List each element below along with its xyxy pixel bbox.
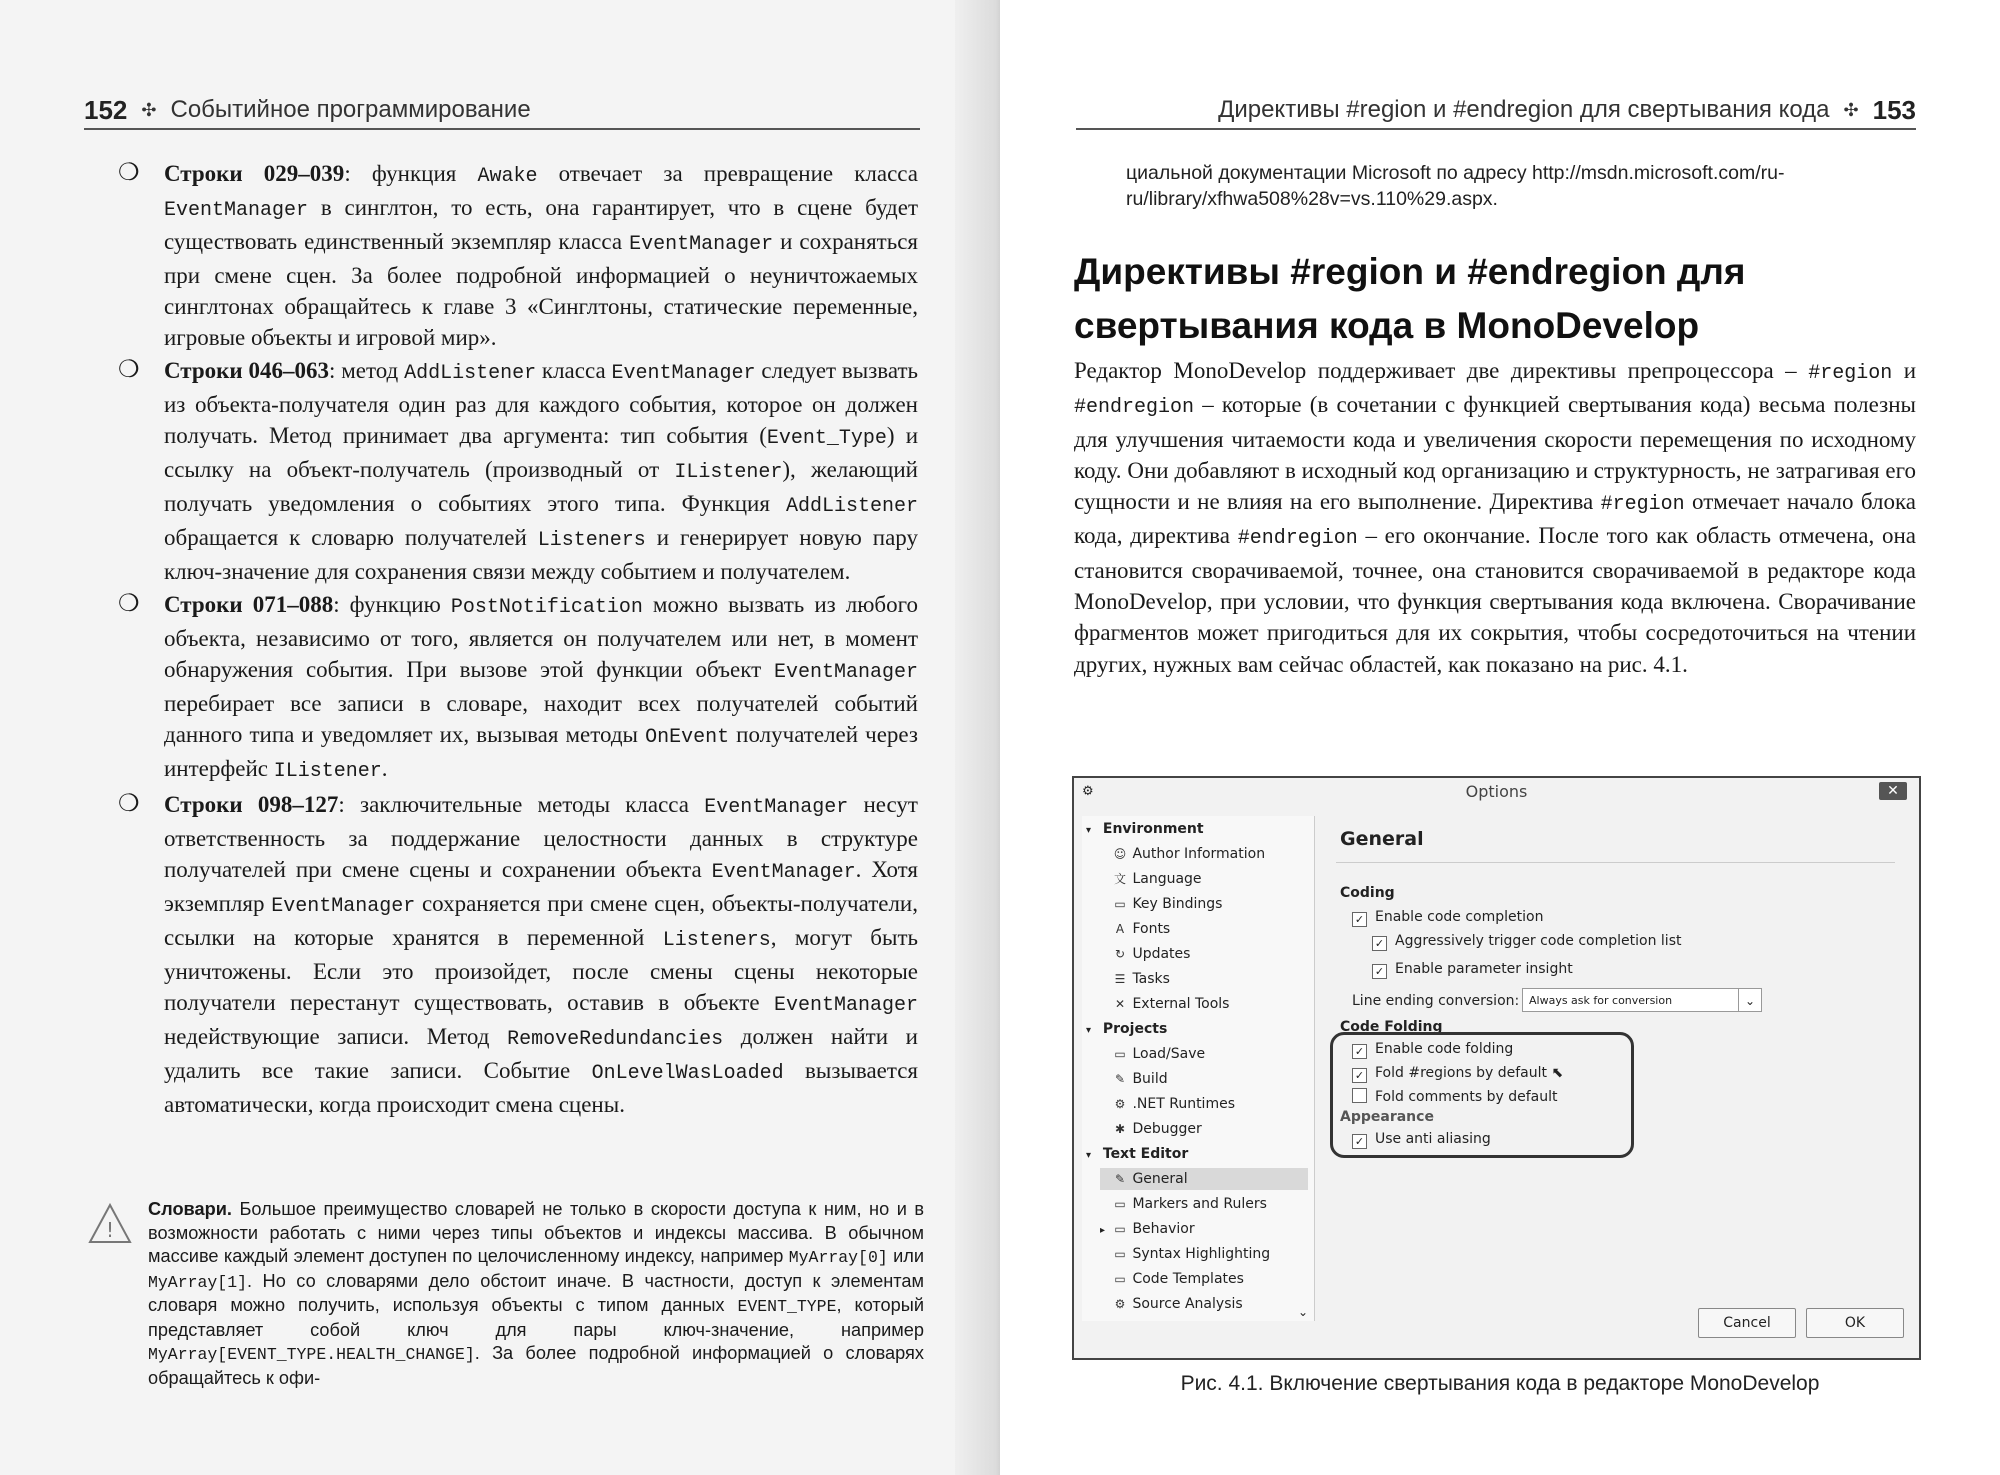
code-identifier: Event_Type xyxy=(766,427,887,450)
tree-item-icon: ▭ xyxy=(1114,1272,1126,1286)
tree-item-icon: ▭ xyxy=(1114,1222,1126,1236)
bullet-list xyxy=(118,158,918,1122)
bullet-icon: ❍ xyxy=(118,357,140,383)
tree-item-load-save[interactable]: ▭ Load/Save xyxy=(1100,1043,1205,1065)
tree-item-fonts[interactable]: A Fonts xyxy=(1100,918,1170,940)
tree-item-icon: ▭ xyxy=(1114,1047,1126,1061)
chapter-title: Событийное программирование xyxy=(170,96,531,123)
code-identifier: EventManager xyxy=(271,895,416,918)
note-label: Словари. xyxy=(148,1199,232,1219)
anti-aliasing-checkbox[interactable]: ✓ Use anti aliasing xyxy=(1352,1128,1491,1150)
left-running-header xyxy=(84,92,920,130)
tree-item-icon: ☰ xyxy=(1114,972,1126,986)
close-icon[interactable]: ✕ xyxy=(1879,782,1907,800)
separator-ornament-icon: ✣ xyxy=(141,99,157,120)
code-identifier: #endregion xyxy=(1074,396,1195,420)
list-item: ❍ Строки 046–063: метод AddListener класса EventManager следует вызвать из объекта-получателя один раз для каждого события, которое он должен получать. Метод принимает два аргумента: тип события (Event_Type) и ссылку на объект-получатель (производный от IListener), желающий получать уведомления о событиях этого типа. Функция AddListener обращается к словарю получателей Listeners и генерирует новую пару ключ-значение для сохранения связи между событием и получателем. xyxy=(118,357,919,584)
line-ending-row xyxy=(1352,990,1772,1012)
tree-item-debugger[interactable]: ✱ Debugger xyxy=(1100,1118,1202,1140)
options-dialog xyxy=(1072,776,1921,1360)
code-identifier: EventManager xyxy=(773,994,918,1017)
enable-code-completion-checkbox[interactable]: ✓ Enable code completion xyxy=(1352,906,1543,928)
scroll-down-icon[interactable]: ⌄ xyxy=(1297,1305,1308,1319)
mouse-cursor-icon: ⬉ xyxy=(1551,1065,1564,1081)
tree-item-code-templates[interactable]: ▭ Code Templates xyxy=(1100,1268,1244,1290)
tree-item-tasks[interactable]: ☰ Tasks xyxy=(1100,968,1170,990)
chevron-down-icon: ⌄ xyxy=(1738,989,1761,1011)
tree-item-icon: ✎ xyxy=(1114,1072,1126,1086)
code-identifier: Awake xyxy=(477,165,538,188)
item-label: Строки 071–088 xyxy=(164,592,334,617)
code-identifier: #region xyxy=(1808,362,1893,385)
tree-item-text-editor[interactable]: ▾ Text Editor xyxy=(1086,1143,1188,1165)
code-identifier: OnEvent xyxy=(645,726,730,749)
code-identifier: AddListener xyxy=(785,495,918,518)
body-paragraph: Редактор MonoDevelop поддерживает две директивы препроцессора – #region и #endregion – которые (в сочетании с функцией свертывания кода) весьма полезны для улучшения читаемости кода и увеличения скорости перемещения по исходному коду. Они добавляют в исходный код организацию и структурность, не затрагивая его сущности и не влияя на его выполнение. Директива #region отмечает начало блока кода, директива #endregion – его окончание. После того как область отмечена, она становится сворачиваемой, точнее, она становится сворачиваемой в редакторе кода MonoDevelop, при условии, что функция свертывания кода включена. Сворачивание фрагментов может пригодиться для их сокрытия, чтобы сосредоточиться на чтении других, нужных вам сейчас областей, как показано на рис. 4.1. xyxy=(1074,358,1917,677)
svg-text:!: ! xyxy=(105,1218,115,1242)
bullet-icon: ❍ xyxy=(118,160,140,186)
tree-item-icon: ✎ xyxy=(1114,1172,1126,1186)
aggressive-completion-checkbox[interactable]: ✓ Aggressively trigger code completion list xyxy=(1372,930,1681,952)
fold-comments-checkbox[interactable]: Fold comments by default xyxy=(1352,1086,1558,1108)
tree-item-author-information[interactable]: ☺ Author Information xyxy=(1100,843,1265,865)
divider xyxy=(1336,862,1895,863)
code-identifier: MyArray[1] xyxy=(148,1272,248,1292)
expand-arrow-icon[interactable]: ▾ xyxy=(1086,825,1092,836)
tree-item-syntax-highlighting[interactable]: ▭ Syntax Highlighting xyxy=(1100,1243,1270,1265)
panel-title: General xyxy=(1340,828,1424,850)
app-icon: ⚙ xyxy=(1082,784,1094,799)
line-ending-label: Line ending conversion: xyxy=(1352,993,1520,1009)
coding-section: Coding xyxy=(1340,885,1395,901)
list-item: ❍ Строки 098–127: заключительные методы класса EventManager несут ответственность за поддержание целостности данных в структуре получателей при смене сцены и сохранении объекта EventManager. Хотя экземпляр EventManager сохраняется при смене сцен, объекты-получатели, ссылки на которые хранятся в переменной Listeners, могут быть уничтожены. Если это произойдет, после смены сцены некоторые получатели перестанут существовать, оставив в объекте EventManager недействующие записи. Метод RemoveRedundancies должен найти и удалить все такие записи. Событие OnLevelWasLoaded вызывается автоматически, когда происходит смена сцены. xyxy=(118,791,919,1117)
tree-item-key-bindings[interactable]: ▭ Key Bindings xyxy=(1100,893,1222,915)
item-label: Строки 029–039 xyxy=(164,161,345,186)
tree-item-behavior[interactable]: ▸ ▭ Behavior xyxy=(1100,1218,1195,1240)
code-identifier: EVENT_TYPE xyxy=(737,1297,837,1316)
expand-arrow-icon[interactable]: ▾ xyxy=(1086,1025,1092,1036)
code-identifier: EventManager xyxy=(611,362,756,385)
tree-item-build[interactable]: ✎ Build xyxy=(1100,1068,1168,1090)
tree-item-icon: ▭ xyxy=(1114,897,1126,911)
warning-triangle-icon xyxy=(88,1202,132,1246)
code-identifier: PostNotification xyxy=(450,596,643,619)
tree-item-markers-and-rulers[interactable]: ▭ Markers and Rulers xyxy=(1100,1193,1267,1215)
dialog-title: Options xyxy=(1465,782,1528,801)
appearance-section: Appearance xyxy=(1340,1109,1434,1125)
page-number: 153 xyxy=(1872,94,1916,125)
list-item: ❍ Строки 071–088: функцию PostNotification можно вызвать из любого объекта, независимо от того, является он получателем или нет, в момент обнаружения события. При вызове этой функции объект EventManager перебирает все записи в словаре, находит всех получателей событий данного типа и уведомляет их, вызывая методы OnEvent получателей через интерфейс IListener. xyxy=(118,591,918,783)
list-item: ❍ Строки 029–039: функция Awake отвечает за превращение класса EventManager в синглтон, то есть, она гарантирует, что в сцене будет существовать единственный экземпляр класса EventManager и сохраняться при смене сцен. За более подробной информацией о неуничтожаемых синглтонах обращайтесь к главе 3 «Синглтоны, статические переменные, игровые объекты и игровой мир». xyxy=(118,160,918,350)
code-identifier: MyArray[0] xyxy=(788,1248,888,1267)
tree-item-icon: 文 xyxy=(1113,872,1126,886)
bullet-icon: ❍ xyxy=(118,791,140,817)
tree-item-icon: ▭ xyxy=(1114,1247,1126,1261)
tree-item-language[interactable]: 文 Language xyxy=(1100,868,1202,890)
section-title: Директивы #region и #endregion для свертывания кода xyxy=(1218,96,1830,123)
tree-item-environment[interactable]: ▾ Environment xyxy=(1086,818,1204,840)
ok-button[interactable]: OK xyxy=(1806,1308,1904,1338)
item-label: Строки 098–127 xyxy=(164,792,339,817)
code-folding-highlight xyxy=(1330,1032,1634,1158)
note-text: Словари. Большое преимущество словарей не только в скорости доступа к ним, но и в возможности работать с ними через типы объектов и индексы массива. В обычном массиве каждый элемент доступен по целочисленному индексу, например MyArray[0] или MyArray[1]. Но со словарями дело обстоит иначе. В частности, доступ к элементам словаря можно получить, используя объекты с типом данных EVENT_TYPE, который представляет собой ключ для пары ключ-значение, например MyArray[EVENT_TYPE.HEALTH_CHANGE]. За более подробной информацией о словарях обращайтесь к офи- xyxy=(148,1199,925,1388)
code-identifier: OnLevelWasLoaded xyxy=(591,1062,784,1085)
code-identifier: EventManager xyxy=(773,661,918,684)
dictionary-note xyxy=(88,1198,924,1390)
separator-ornament-icon: ✣ xyxy=(1843,99,1859,120)
code-identifier: #region xyxy=(1600,493,1685,517)
code-identifier: #endregion xyxy=(1237,527,1358,551)
line-ending-select[interactable]: Always ask for conversion ⌄ xyxy=(1522,988,1762,1012)
expand-arrow-icon[interactable]: ▾ xyxy=(1086,1150,1092,1161)
tree-item-projects[interactable]: ▾ Projects xyxy=(1086,1018,1167,1040)
code-identifier: EventManager xyxy=(704,796,849,819)
tree-item-icon: ✕ xyxy=(1114,997,1126,1011)
tree-item-icon: ⚙ xyxy=(1114,1297,1126,1311)
bullet-icon: ❍ xyxy=(118,591,140,617)
figure-caption: Рис. 4.1. Включение свертывания кода в редакторе MonoDevelop xyxy=(1180,1372,1820,1395)
expand-arrow-icon[interactable]: ▸ xyxy=(1100,1225,1106,1236)
tree-item-icon: ☺ xyxy=(1113,847,1127,861)
page-number: 152 xyxy=(84,94,128,125)
code-identifier: EventManager xyxy=(629,233,774,256)
tree-item-general[interactable]: ✎ General xyxy=(1100,1168,1308,1190)
cancel-button[interactable]: Cancel xyxy=(1698,1308,1796,1338)
code-identifier: Listeners xyxy=(662,929,771,952)
options-tree[interactable] xyxy=(1082,816,1315,1321)
tree-item-icon: ↻ xyxy=(1114,947,1126,961)
enable-code-folding-checkbox[interactable]: ✓ Enable code folding xyxy=(1352,1038,1513,1060)
tree-item-icon: ✱ xyxy=(1114,1122,1126,1136)
code-identifier: EventManager xyxy=(164,199,309,222)
tree-item-source-analysis[interactable]: ⚙ Source Analysis xyxy=(1100,1293,1243,1315)
tree-item-net-runtimes[interactable]: ⚙ .NET Runtimes xyxy=(1100,1093,1235,1115)
item-label: Строки 046–063 xyxy=(164,358,329,383)
code-identifier: Listeners xyxy=(537,529,646,552)
code-identifier: MyArray[EVENT_TYPE.HEALTH_CHANGE] xyxy=(148,1345,475,1364)
tree-item-external-tools[interactable]: ✕ External Tools xyxy=(1100,993,1229,1015)
fold-regions-checkbox[interactable]: ✓ Fold #regions by default ⬉ xyxy=(1352,1062,1563,1084)
note-continuation: циальной документации Microsoft по адресу http://msdn.microsoft.com/ru-ru/library/xfhwa508%28v=vs.110%29.aspx. xyxy=(1126,162,1785,210)
tree-item-icon: ⚙ xyxy=(1114,1097,1126,1111)
code-identifier: IListener xyxy=(273,760,382,783)
tree-item-icon: ▭ xyxy=(1114,1197,1126,1211)
code-identifier: AddListener xyxy=(404,362,537,385)
section-heading: Директивы #region и #endregion для свертывания кода в MonoDevelop xyxy=(1074,251,1746,346)
tree-item-icon: A xyxy=(1115,922,1125,936)
code-identifier: RemoveRedundancies xyxy=(507,1028,724,1051)
code-folding-section: Code Folding xyxy=(1340,1019,1443,1035)
code-identifier: EventManager xyxy=(711,861,856,884)
tree-item-updates[interactable]: ↻ Updates xyxy=(1100,943,1190,965)
parameter-insight-checkbox[interactable]: ✓ Enable parameter insight xyxy=(1372,958,1573,980)
right-running-header xyxy=(1076,92,1916,130)
code-identifier: IListener xyxy=(674,461,783,484)
